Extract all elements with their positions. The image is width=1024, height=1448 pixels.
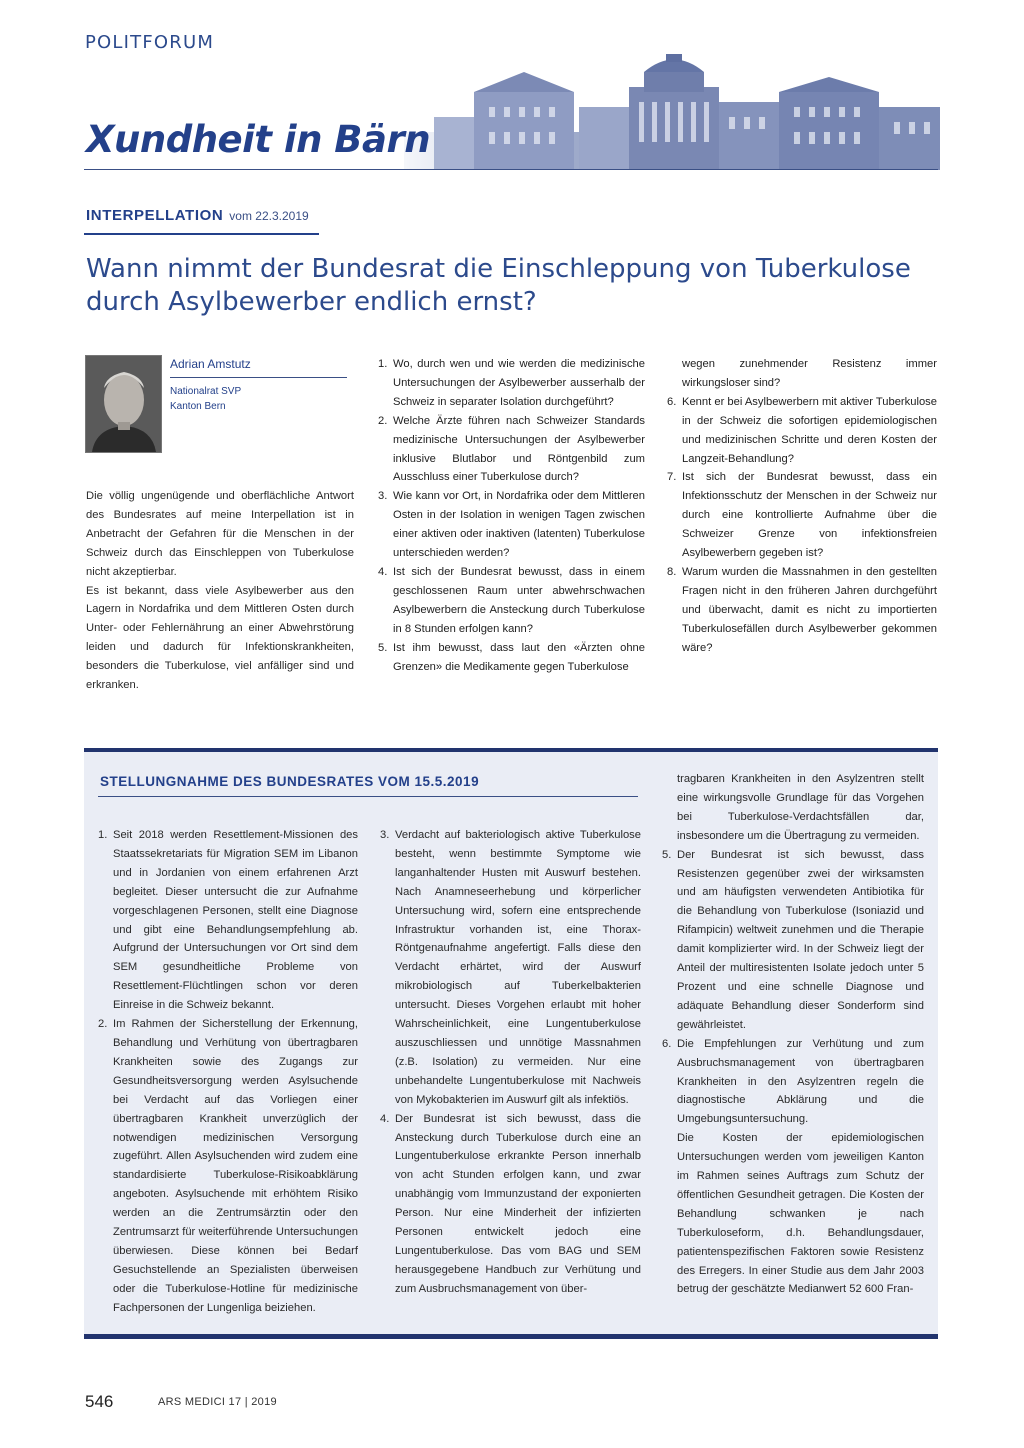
question-item-continued: wegen zunehmender Resistenz immer wirkungsloser sind? [682,358,937,389]
question-item: 6. Kennt er bei Asylbewerbern mit aktiver Tuberkulose in der Schweiz die sofortigen epidemiologischen und medizinischen Schritte und deren Kosten der Langzeit-Behandlung? [667,395,937,465]
statement-column-left [98,826,358,1318]
page-number: 546 [85,1392,114,1411]
article-headline [86,253,946,319]
statement-title-underline [98,796,638,797]
headline-line-1: Wann nimmt der Bundesrat die Einschleppung von Tuberkulose [86,254,911,284]
interpellation-date: vom 22.3.2019 [229,209,309,223]
section-label: POLITFORUM [85,32,215,53]
author-canton: Kanton Bern [170,401,226,412]
statement-box-bottom-border [84,1334,938,1339]
intro-paragraph: Es ist bekannt, dass viele Asylbewerber aus den Lagern in Nordafrika und dem Mittleren Osten durch Unter- oder Fehlernährung an einer Abwehrstörung leiden und dadurch für Infektionskrankheiten, besonders die Tuberkulose, viel anfälliger sind und erkranken. [86,584,354,692]
masthead-title: Xundheit in Bärn [86,118,431,161]
question-item: 7. Ist sich der Bundesrat bewusst, dass ein Infektionsschutz der Menschen in der Schweiz nur durch eine kontrollierte Aufnahme über die Schweizer Grenze von infektionsfreien Asylbewerbern gegeben ist? [667,471,937,560]
statement-column-right [662,770,924,1299]
author-affiliation [170,384,241,414]
question-item: 4. Ist sich der Bundesrat bewusst, dass in einem geschlossenen Raum unter abwehrschwachen Asylbewerbern die Ansteckung durch Tuberkulose in 8 Stunden erfolgen kann? [378,565,645,635]
headline-line-2: durch Asylbewerber endlich ernst? [86,287,537,317]
question-item: 5. Ist ihm bewusst, dass laut den «Ärzten ohne Grenzen» die Medikamente gegen Tuberkulose [378,641,645,673]
portrait-image [86,356,161,452]
author-divider [170,377,347,378]
statement-title: STELLUNGNAHME DES BUNDESRATES VOM 15.5.2019 [100,774,480,789]
statement-paragraph: Die Kosten der epidemiologischen Untersuchungen werden vom jeweiligen Kanton im Rahmen seines Auftrags zum Schutz der öffentlichen Gesundheit getragen. Die Kosten der Behandlung schwanken je nach Tuberkuloseform, d.h. Behandlungsdauer, patientenspezifischen Faktoren sowie Resistenz des Erregers. In einer Studie aus dem Jahr 2003 betrug der geschätzte Medianwert 52 600 Fran- [677,1132,924,1296]
kicker-underline [84,233,319,235]
intro-column [86,487,354,695]
author-role: Nationalrat SVP [170,386,242,397]
questions-column-right [667,355,937,658]
question-item: 2. Welche Ärzte führen nach Schweizer Standards medizinische Untersuchungen der Asylbewerber inklusive Blutlabor und Röntgenbild zum Ausschluss einer Tuberkulose durch? [378,414,645,484]
statement-item: 5. Der Bundesrat ist sich bewusst, dass Resistenzen gegenüber zwei der wirksamsten und am häufigsten verwendeten Antibiotika für die Behandlung von Tuberkulose (Isoniazid und Rifampicin) weltweit zunehmen und die Therapie damit komplizierter wird. In der Schweiz liegt der Anteil der multiresistenten Isolate jedoch unter 5 Prozent und eine schnelle Diagnose und adäquate Behandlung dieser Sonderform sind gewährleistet. [662,848,924,1031]
statement-item: 2. Im Rahmen der Sicherstellung der Erkennung, Behandlung und Verhütung von übertragbaren Krankheiten sowie des Zugangs zur Gesundheitsversorgung werden Asylsuchende bei Verdacht auf das Vorliegen einer übertragbaren Krankheit unverzüglich der notwendigen medizinischen Versorgung zugeführt. Allen Asylsuchenden wird zudem eine standardisierte Tuberkulose-Risikoabklärung angeboten. Asylsuchende mit erhöhtem Risiko werden an die Zentrumsärztin oder den Zentrumsarzt für weiterführende Untersuchungen überwiesen. Diese können bei Bedarf Gesuchstellende an Spezialisten überweisen oder die Tuberkulose-Hotline für medizinische Fachpersonen der Lungenliga beiziehen. [98,1018,358,1314]
parliament-building-illustration [404,52,940,170]
statement-column-middle [380,826,641,1299]
question-item: 8. Warum wurden die Massnahmen in den gestellten Fragen nicht in den früheren Jahren durchgeführt und überwacht, damit es nicht zu importierten Tuberkulosefällen durch Asylbewerber gekommen wäre? [667,565,937,654]
statement-item: 1. Seit 2018 werden Resettlement-Missionen des Staatssekretariats für Migration SEM im Libanon und in Jordanien von einem erfahrenen Arzt begleitet. Dieser untersucht die zur Aufnahme vorgeschlagenen Personen, stellt eine Diagnose und gibt eine Behandlungsempfehlung ab. Aufgrund der Untersuchungen vor Ort sind dem SEM gesundheitliche Probleme von Resettlement-Flüchtlingen schon vor deren Einreise in die Schweiz bekannt. [98,829,358,1012]
interpellation-kicker [86,207,309,224]
journal-issue: ARS MEDICI 17 | 2019 [158,1396,277,1408]
statement-item: 3. Verdacht auf bakteriologisch aktive Tuberkulose besteht, wenn bestimmte Symptome wie langanhaltender Husten mit Auswurf bestehen. Nach Anamneseerhebung und körperlicher Untersuchung wird, sofern eine entsprechende Infrastruktur vorhanden ist, eine Thorax-Röntgenaufnahme angefertigt. Falls diese den Verdacht erhärtet, wird der Auswurf mikrobiologisch auf Tuberkelbakterien untersucht. Dieses Vorgehen erlaubt mit hoher Wahrscheinlichkeit, eine Lungentuberkulose auszuschliessen und unnötige Massnahmen (z.B. Isolation) zu vermeiden. Nur eine unbehandelte Lungentuberkulose mit Nachweis von Mykobakterien im Auswurf gilt als infektiös. [380,829,641,1106]
question-item: 3. Wie kann vor Ort, in Nordafrika oder dem Mittleren Osten in der Isolation in wenigen Tagen zwischen einer aktiven oder inaktiven (latenten) Tuberkulose unterschieden werden? [378,490,645,560]
statement-item: 6. Die Empfehlungen zur Verhütung und zum Ausbruchsmanagement von übertragbaren Krankheiten in den Asylzentren regeln die diagnostische Abklärung und die Umgebungsuntersuchung. [662,1037,924,1126]
masthead-divider [84,169,938,170]
questions-column-middle [378,355,645,676]
author-photo [85,355,162,453]
intro-paragraph: Die völlig ungenügende und oberflächliche Antwort des Bundesrates auf meine Interpellation ist in Anbetracht der Gefahren für die Menschen in der Schweiz durch das Einschleppen von Tuberkulose nicht akzeptierbar. [86,490,354,578]
question-item: 1. Wo, durch wen und wie werden die medizinische Untersuchungen der Asylbewerber ausserhalb der Schweiz in separater Isolation durchgeführt? [378,358,645,408]
statement-item-continued: tragbaren Krankheiten in den Asylzentren stellt eine wirkungsvolle Grundlage für das Vorgehen bei Tuberkulose-Verdachtsfällen dar, insbesondere um die Übertragung zu vermeiden. [677,773,924,842]
interpellation-label: INTERPELLATION [86,207,224,224]
author-name: Adrian Amstutz [170,357,251,371]
statement-item: 4. Der Bundesrat ist sich bewusst, dass die Ansteckung durch Tuberkulose durch eine an Lungentuberkulose erkrankte Person innerhalb von acht Stunden erfolgen kann, und zwar unabhängig vom Immunzustand der exponierten Person. Nur eine Minderheit der infizierten Personen entwickelt jedoch eine Lungentuberkulose. Das vom BAG und SEM herausgegebene Handbuch zur Verhütung und zum Ausbruchsmanagement von über- [380,1112,641,1295]
